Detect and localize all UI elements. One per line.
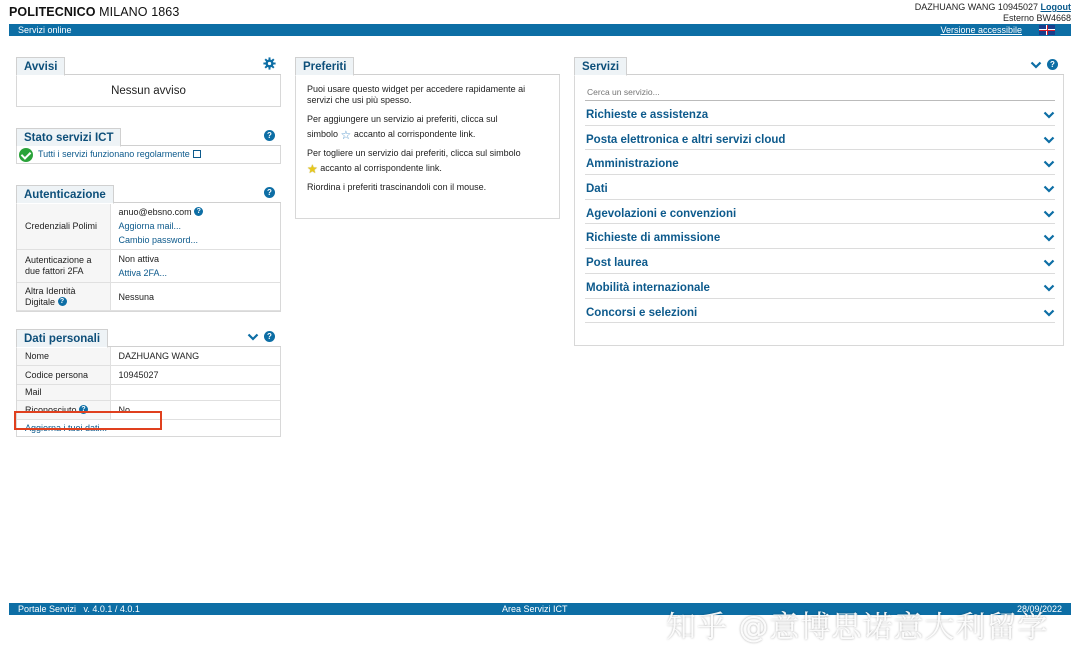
ict-status-text[interactable]: Tutti i servizi funzionano regolarmente: [38, 149, 190, 159]
strip-title: Servizi online: [18, 25, 72, 35]
highlight-box: [14, 411, 162, 430]
servizi-body: [574, 75, 1064, 346]
chevron-down-icon[interactable]: [1043, 183, 1055, 195]
table-row: [17, 347, 280, 366]
preferiti-reorder-text: Riordina i preferiti trascinandoli con il mouse.: [307, 182, 487, 192]
service-item[interactable]: [585, 200, 1055, 225]
chevron-down-icon[interactable]: [1030, 59, 1042, 71]
user-role: Esterno BW4668: [1002, 13, 1071, 23]
2fa-status: Non attiva: [118, 254, 160, 264]
star-filled-icon: ★: [307, 161, 318, 176]
avvisi-panel: [16, 55, 281, 107]
personal-value: No: [110, 401, 280, 420]
service-item-label[interactable]: Posta elettronica e altri servizi cloud: [586, 133, 786, 146]
auth-panel: [16, 183, 281, 312]
update-data-link[interactable]: Aggiorna i tuoi dati...: [25, 422, 108, 433]
chevron-down-icon[interactable]: [1043, 158, 1055, 170]
brand-rest: MILANO 1863: [95, 5, 180, 19]
service-item-label[interactable]: Agevolazioni e convenzioni: [586, 207, 737, 220]
auth-key-credentials: Credenziali Polimi: [17, 203, 110, 250]
service-item[interactable]: [585, 224, 1055, 249]
chevron-down-icon[interactable]: [1043, 307, 1055, 319]
chevron-down-icon[interactable]: [1043, 109, 1055, 121]
logout-link[interactable]: Logout: [1040, 2, 1071, 12]
user-area: [915, 2, 1071, 24]
service-item[interactable]: [585, 126, 1055, 151]
preferiti-title: Preferiti: [295, 57, 354, 76]
check-circle-icon: [19, 148, 33, 162]
personal-key: Nome: [17, 347, 110, 366]
service-item-label[interactable]: Post laurea: [586, 257, 648, 270]
update-mail-link[interactable]: Aggiorna mail...: [118, 221, 182, 231]
accessible-version-link[interactable]: Versione accessibile: [940, 25, 1022, 35]
preferiti-remove-text: Per togliere un servizio dai preferiti, clicca sul simbolo: [307, 148, 521, 158]
chevron-down-icon[interactable]: [1043, 282, 1055, 294]
brand-logo[interactable]: [9, 5, 179, 19]
brand-bold: POLITECNICO: [9, 5, 96, 19]
service-item[interactable]: [585, 299, 1055, 324]
servizi-title: Servizi: [574, 57, 627, 76]
chevron-down-icon[interactable]: [1043, 232, 1055, 244]
change-password-link[interactable]: Cambio password...: [118, 235, 199, 245]
help-icon[interactable]: ?: [79, 405, 88, 414]
chevron-down-icon[interactable]: [1043, 134, 1055, 146]
preferiti-add-text-2: [307, 129, 549, 140]
service-item[interactable]: [585, 150, 1055, 175]
services-list: [585, 101, 1054, 323]
service-item[interactable]: [585, 101, 1055, 126]
beside-link-text: accanto al corrispondente link.: [353, 129, 476, 139]
personal-value: [110, 385, 280, 401]
star-outline-icon: ☆: [340, 127, 352, 142]
service-item[interactable]: [585, 175, 1055, 200]
table-row: [17, 385, 280, 401]
personal-value: DAZHUANG WANG: [110, 347, 280, 366]
footer-version: Portale Servizi v. 4.0.1 / 4.0.1: [18, 604, 140, 614]
footer-area: Area Servizi ICT: [502, 604, 568, 614]
preferiti-remove-text-2: [307, 163, 549, 174]
service-item-label[interactable]: Dati: [586, 183, 608, 196]
user-name: DAZHUANG WANG 10945027: [914, 2, 1038, 12]
auth-title: Autenticazione: [16, 185, 114, 204]
help-icon[interactable]: ?: [58, 297, 67, 306]
service-item-label[interactable]: Amministrazione: [586, 158, 679, 171]
search-input[interactable]: [585, 83, 1055, 101]
avvisi-message: Nessun avviso: [16, 75, 281, 107]
personal-key: Mail: [17, 385, 110, 401]
help-icon[interactable]: ?: [1047, 59, 1058, 70]
service-item-label[interactable]: Richieste di ammissione: [586, 232, 721, 245]
personal-title: Dati personali: [16, 329, 108, 348]
activate-2fa-link[interactable]: Attiva 2FA...: [118, 268, 168, 278]
digital-identity-label: Altra Identità Digitale: [25, 285, 76, 307]
ict-title: Stato servizi ICT: [16, 128, 121, 147]
recognized-label: Riconosciuto: [25, 404, 77, 415]
table-row: [17, 283, 280, 311]
table-row: [17, 366, 280, 385]
gear-icon[interactable]: [263, 57, 276, 70]
auth-key-digital-identity: [17, 283, 110, 311]
help-icon[interactable]: ?: [264, 331, 275, 342]
symbol-label: simbolo: [307, 129, 339, 139]
auth-table: [17, 203, 280, 311]
service-item[interactable]: [585, 249, 1055, 274]
ict-status-row[interactable]: [16, 146, 281, 164]
preferiti-add-text: Per aggiungere un servizio ai preferiti, clicca sul: [307, 114, 498, 124]
services-strip: [9, 24, 1071, 36]
credentials-email: anuo@ebsno.com: [118, 207, 192, 217]
auth-value-2fa: [110, 250, 280, 283]
preferiti-body: [295, 75, 560, 219]
personal-value: 10945027: [110, 366, 280, 385]
help-icon[interactable]: ?: [264, 187, 275, 198]
table-row: [17, 203, 280, 250]
preferiti-panel: [295, 55, 560, 219]
chevron-down-icon[interactable]: [247, 331, 259, 343]
ict-status-panel: [16, 126, 281, 164]
uk-flag-icon[interactable]: [1039, 25, 1055, 35]
auth-key-2fa: Autenticazione a due fattori 2FA: [17, 250, 110, 283]
footer-date: 28/09/2022: [1016, 604, 1062, 614]
personal-key: Codice persona: [17, 366, 110, 385]
service-item-label[interactable]: Concorsi e selezioni: [586, 306, 698, 319]
chevron-down-icon[interactable]: [1043, 208, 1055, 220]
help-icon[interactable]: ?: [194, 207, 203, 216]
watermark: 知乎 @意博思诺意大利留学: [666, 610, 1049, 645]
top-header: [0, 0, 1080, 24]
beside-link-text: accanto al corrispondente link.: [320, 163, 442, 173]
external-link-icon[interactable]: [193, 150, 201, 158]
servizi-panel: [574, 55, 1064, 346]
avvisi-title: Avvisi: [16, 57, 65, 76]
chevron-down-icon[interactable]: [1043, 257, 1055, 269]
preferiti-intro: Puoi usare questo widget per accedere rapidamente ai servizi che usi più spesso.: [307, 84, 526, 105]
table-row: [17, 250, 280, 283]
auth-value-digital-identity: Nessuna: [110, 283, 280, 311]
auth-value-credentials: [110, 203, 280, 250]
service-item-label[interactable]: Richieste e assistenza: [586, 109, 709, 121]
help-icon[interactable]: ?: [264, 130, 275, 141]
service-item-label[interactable]: Mobilità internazionale: [586, 281, 710, 294]
service-item[interactable]: [585, 274, 1055, 299]
